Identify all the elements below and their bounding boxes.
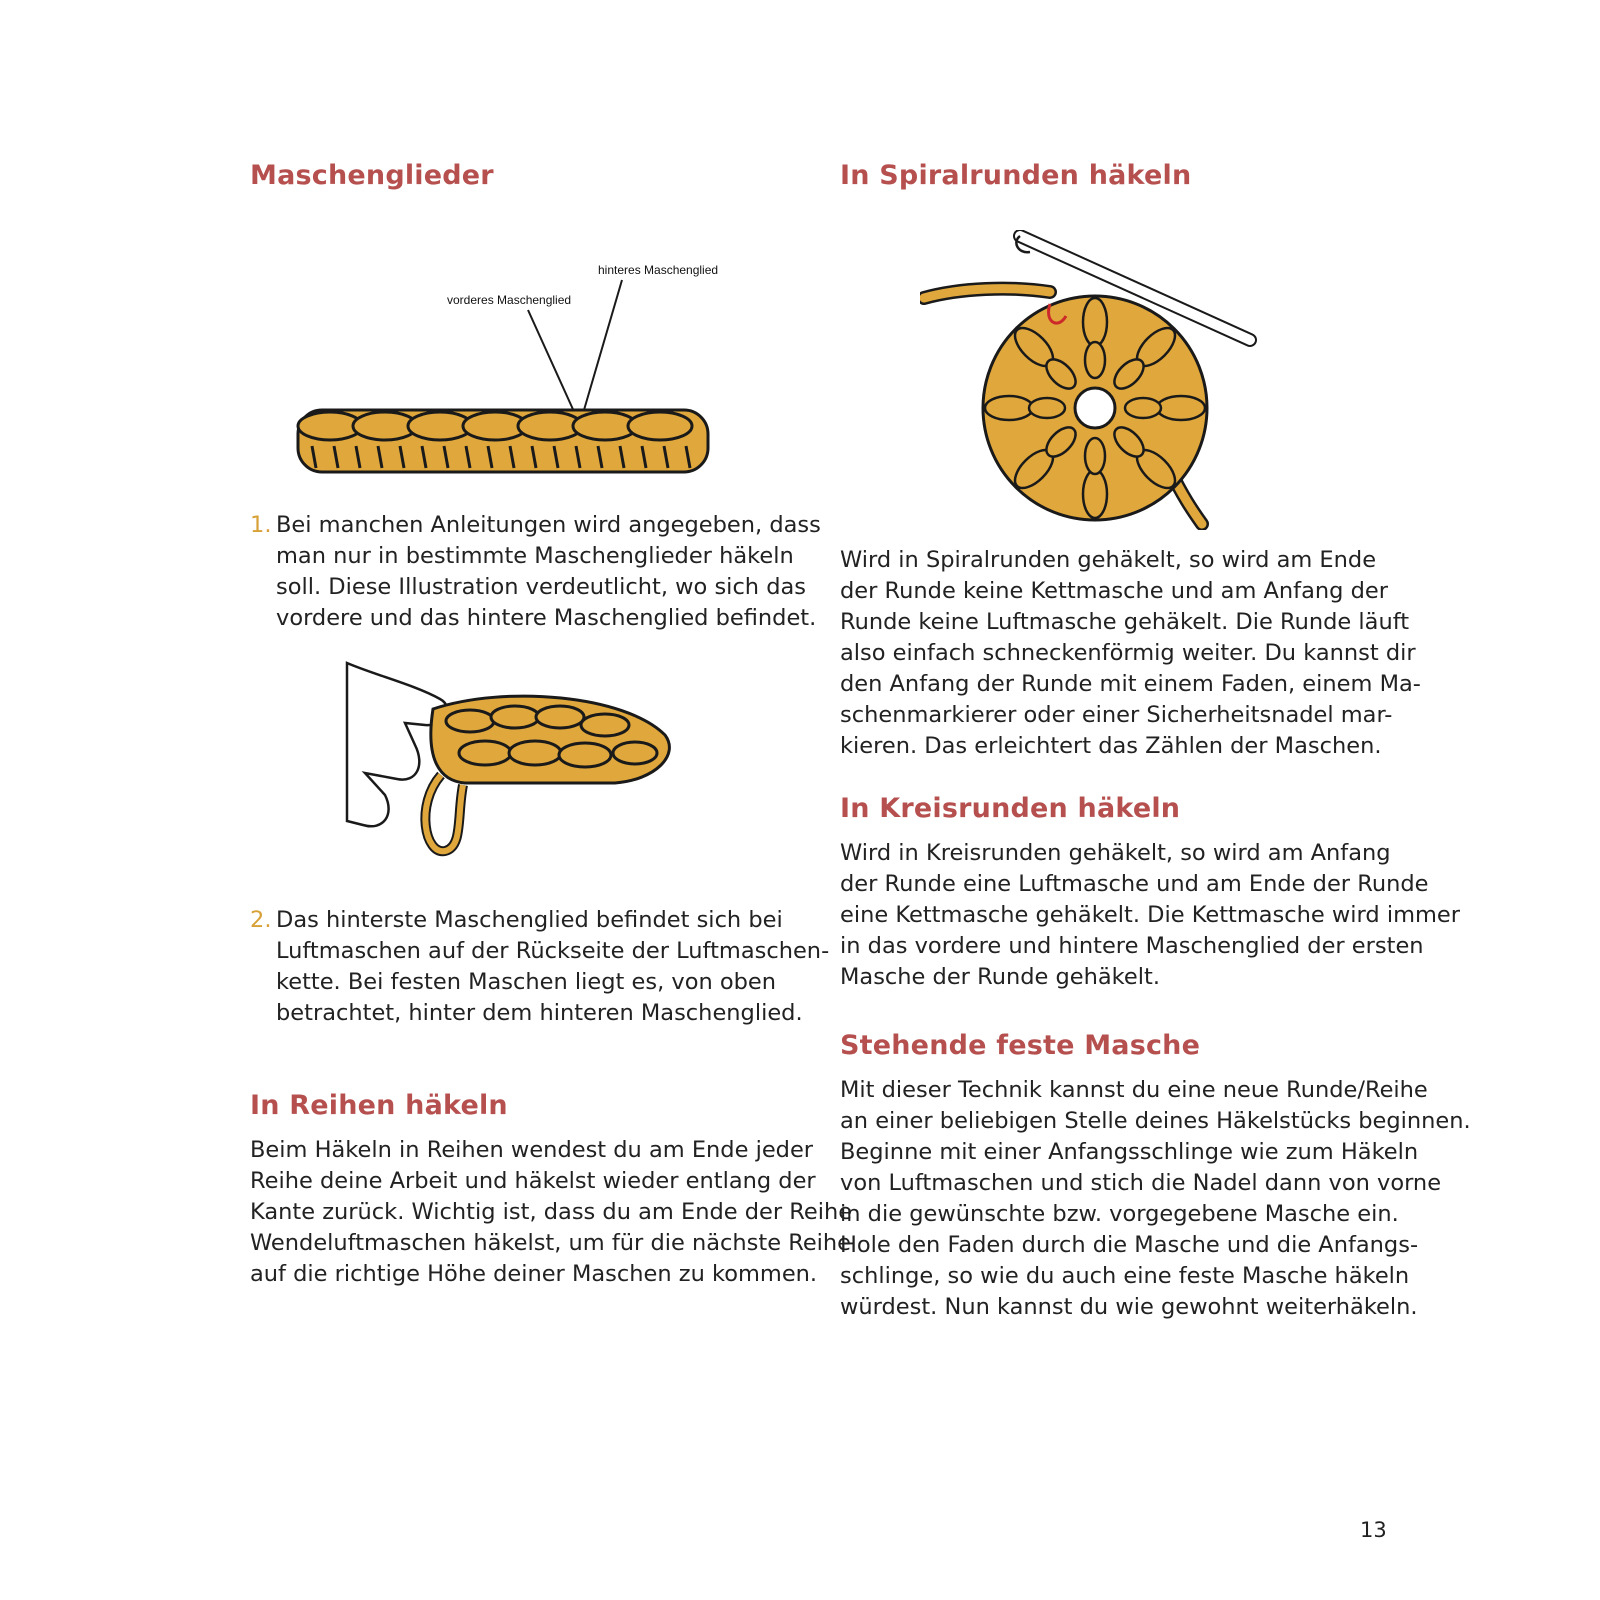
text-line: Hole den Faden durch die Masche und die Anfangs- — [840, 1232, 1419, 1258]
text-line: würdest. Nun kannst du wie gewohnt weiterhäkeln. — [840, 1294, 1418, 1320]
text-line: von Luftmaschen und stich die Nadel dann von vorne — [840, 1170, 1442, 1196]
text-line: Masche der Runde gehäkelt. — [840, 964, 1160, 990]
pointer-line-hinteres — [584, 280, 622, 410]
heading-in-spiralrunden-haekeln: In Spiralrunden häkeln — [840, 160, 1192, 191]
pointer-line-vorderes — [528, 310, 576, 416]
item-text-1 — [276, 510, 821, 634]
chain-stitches-illustration — [290, 250, 730, 500]
heading-in-reihen-haekeln: In Reihen häkeln — [250, 1090, 508, 1121]
text-line: in die gewünschte bzw. vorgegebene Masche ein. — [840, 1201, 1399, 1227]
text-line: also einfach schneckenförmig weiter. Du kannst dir — [840, 640, 1416, 666]
text-line: der Runde eine Luftmasche und am Ende der Runde — [840, 871, 1429, 897]
text-line: Luftmaschen auf der Rückseite der Luftmaschen- — [276, 938, 830, 964]
text-line: eine Kettmasche gehäkelt. Die Kettmasche wird immer — [840, 902, 1461, 928]
label-vorderes-maschenglied: vorderes Maschenglied — [447, 293, 572, 307]
text-line: Mit dieser Technik kannst du eine neue Runde/Reihe — [840, 1077, 1428, 1103]
paragraph-stehende — [840, 1075, 1471, 1323]
item-number-1: 1. — [250, 512, 272, 538]
text-line: Runde keine Luftmasche gehäkelt. Die Runde läuft — [840, 609, 1410, 635]
item-text-2 — [276, 905, 829, 1029]
text-line: Bei manchen Anleitungen wird angegeben, dass — [276, 512, 821, 538]
page-number: 13 — [1360, 1518, 1387, 1542]
text-line: schlinge, so wie du auch eine feste Masche häkeln — [840, 1263, 1410, 1289]
heading-stehende-feste-masche: Stehende feste Masche — [840, 1030, 1201, 1061]
text-line: Wird in Spiralrunden gehäkelt, so wird am Ende — [840, 547, 1377, 573]
item-number-2: 2. — [250, 907, 272, 933]
text-line: Wendeluftmaschen häkelst, um für die nächste Reihe — [250, 1230, 852, 1256]
text-line: an einer beliebigen Stelle deines Häkelstücks beginnen. — [840, 1108, 1471, 1134]
text-line: der Runde keine Kettmasche und am Anfang der — [840, 578, 1388, 604]
text-line: Das hinterste Maschenglied befindet sich bei — [276, 907, 783, 933]
text-line: kieren. Das erleichtert das Zählen der Maschen. — [840, 733, 1382, 759]
paragraph-spiral — [840, 545, 1421, 762]
spiral-disc — [983, 296, 1207, 520]
text-line: auf die richtige Höhe deiner Maschen zu kommen. — [250, 1261, 818, 1287]
label-hinteres-maschenglied: hinteres Maschenglied — [598, 263, 719, 277]
text-line: den Anfang der Runde mit einem Faden, einem Ma- — [840, 671, 1421, 697]
crochet-piece — [425, 696, 669, 851]
chain-body — [298, 410, 708, 472]
text-line: kette. Bei festen Maschen liegt es, von oben — [276, 969, 777, 995]
text-line: Kante zurück. Wichtig ist, dass du am Ende der Reihe — [250, 1199, 853, 1225]
heading-maschenglieder: Maschenglieder — [250, 160, 494, 191]
text-line: vordere und das hintere Maschenglied befindet. — [276, 605, 817, 631]
text-line: soll. Diese Illustration verdeutlicht, wo sich das — [276, 574, 807, 600]
text-line: Beginne mit einer Anfangsschlinge wie zum Häkeln — [840, 1139, 1419, 1165]
text-line: schenmarkierer oder einer Sicherheitsnadel mar- — [840, 702, 1393, 728]
paragraph-reihen — [250, 1135, 852, 1290]
hand-holding-crochet-illustration — [345, 655, 685, 870]
text-line: man nur in bestimmte Maschenglieder häkeln — [276, 543, 794, 569]
paragraph-kreis — [840, 838, 1460, 993]
text-line: in das vordere und hintere Maschenglied der ersten — [840, 933, 1424, 959]
text-line: betrachtet, hinter dem hinteren Maschenglied. — [276, 1000, 803, 1026]
text-line: Reihe deine Arbeit und häkelst wieder entlang der — [250, 1168, 816, 1194]
spiral-round-illustration — [920, 230, 1260, 530]
text-line: Beim Häkeln in Reihen wendest du am Ende jeder — [250, 1137, 814, 1163]
text-line: Wird in Kreisrunden gehäkelt, so wird am Anfang — [840, 840, 1391, 866]
heading-in-kreisrunden-haekeln: In Kreisrunden häkeln — [840, 793, 1181, 824]
